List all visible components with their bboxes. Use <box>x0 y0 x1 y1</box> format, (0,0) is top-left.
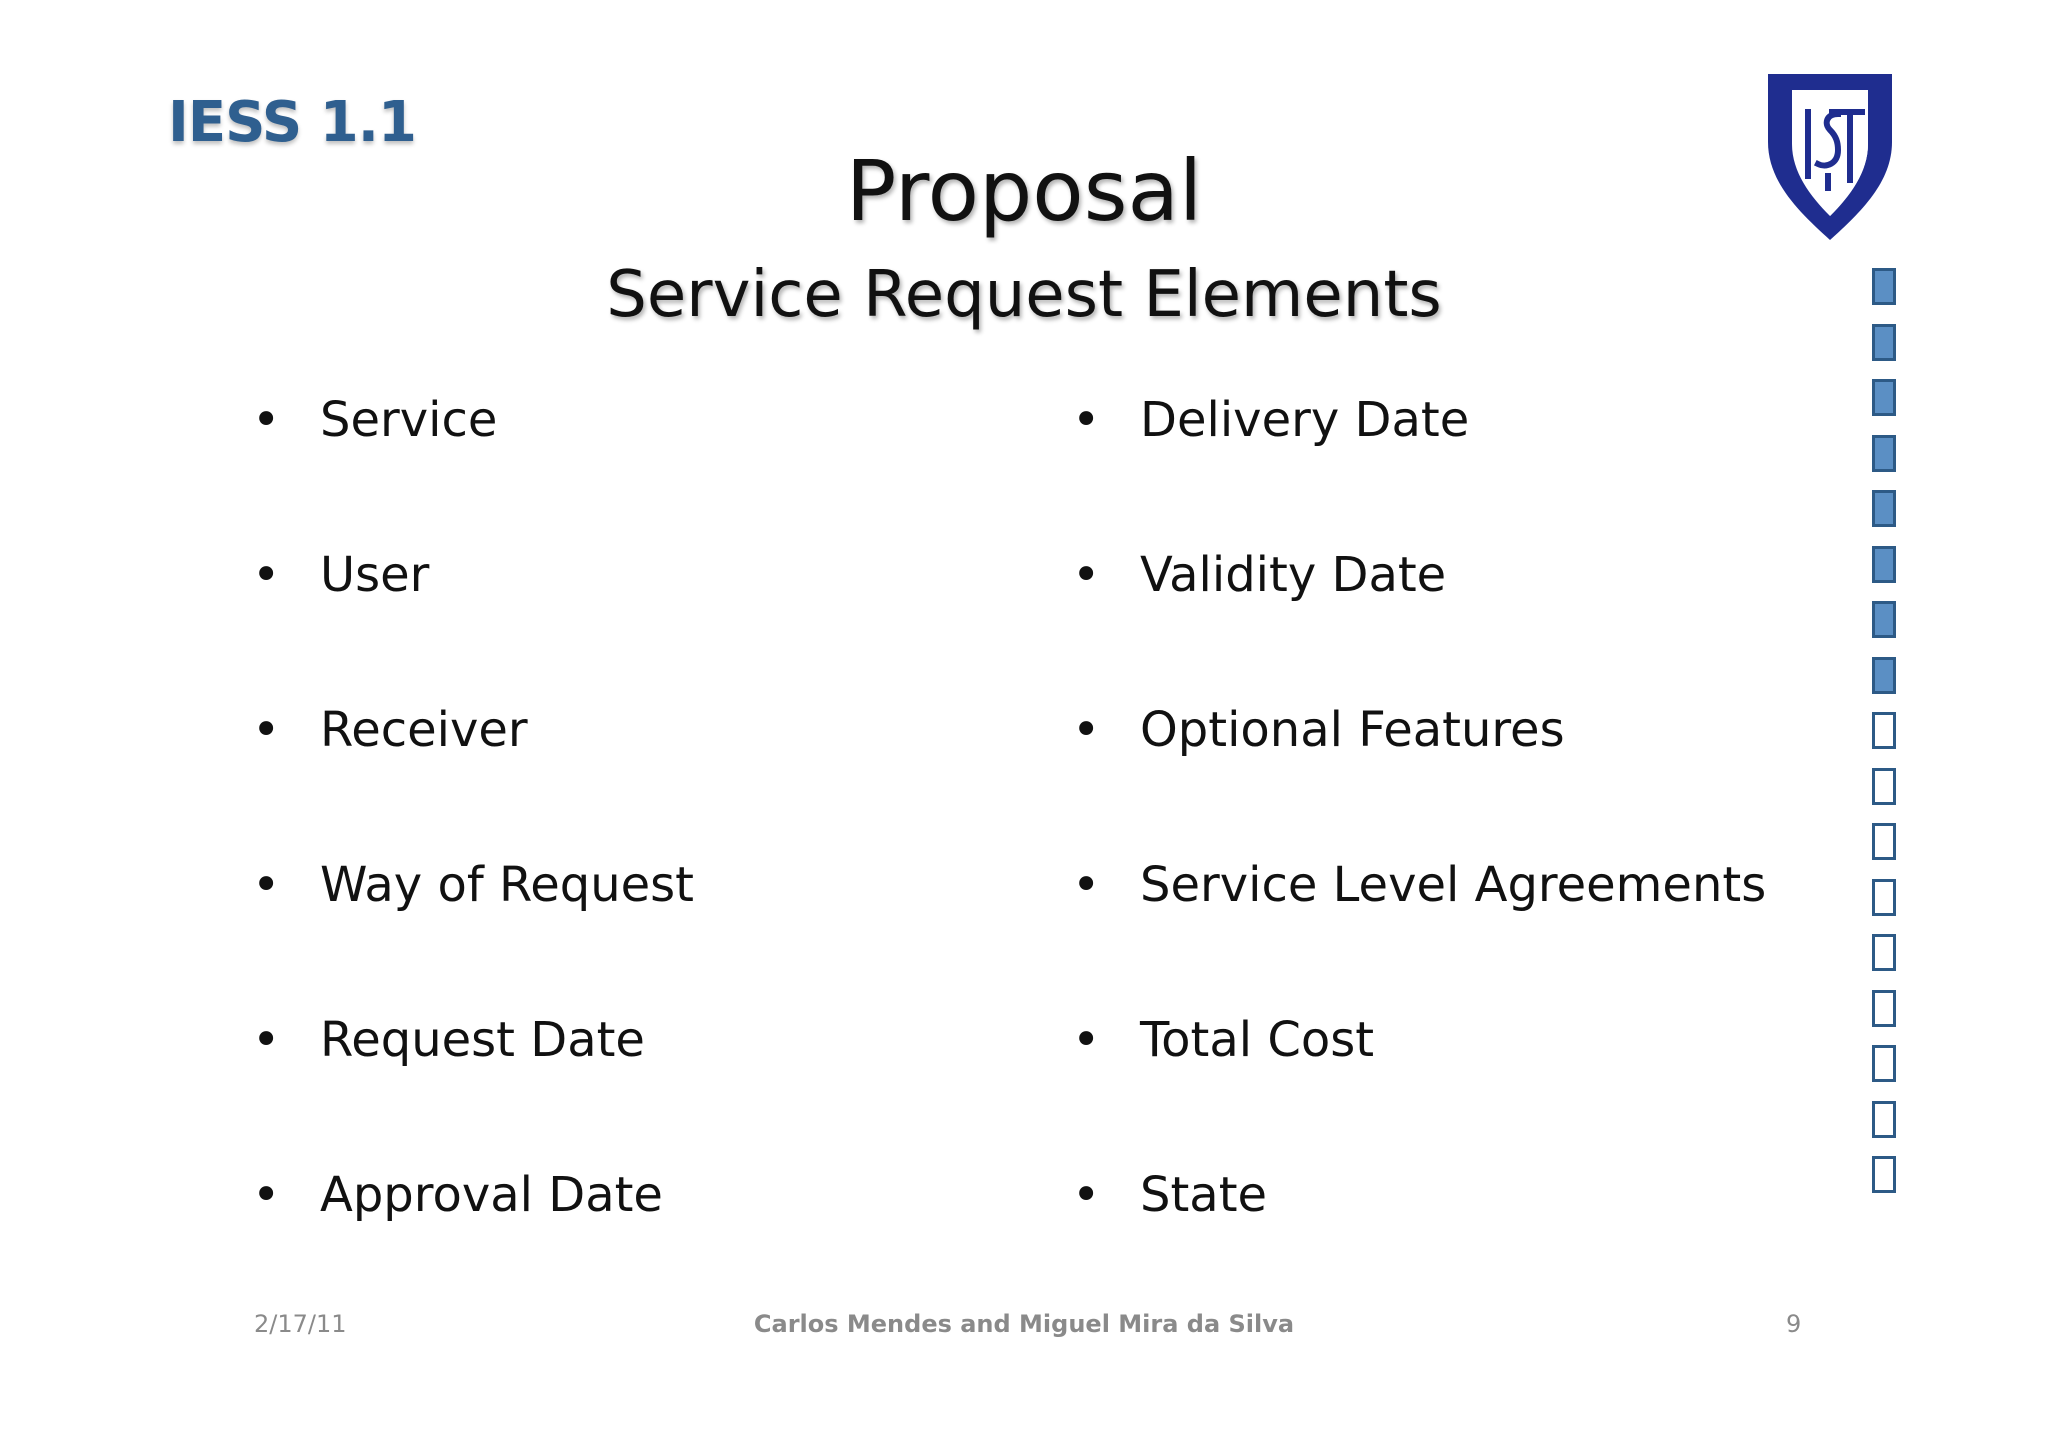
bullet-glyph: • <box>252 1012 281 1068</box>
list-item-text: Way of Request <box>320 857 694 913</box>
bullet-list-left <box>252 390 694 1320</box>
bullet-glyph: • <box>1072 1012 1101 1068</box>
list-item-text: Validity Date <box>1140 547 1447 603</box>
bullet-glyph: • <box>252 702 281 758</box>
progress-box-empty <box>1872 768 1896 805</box>
bullet-glyph: • <box>1072 1167 1101 1223</box>
list-item <box>1072 700 1766 855</box>
list-item-text: Total Cost <box>1140 1012 1375 1068</box>
list-item <box>252 1010 694 1165</box>
progress-box-empty <box>1872 712 1896 749</box>
progress-box-filled <box>1872 546 1896 583</box>
progress-box-empty <box>1872 823 1896 860</box>
bullet-list-right <box>1072 390 1766 1320</box>
slide-progress-indicator <box>1872 268 1904 1212</box>
progress-box-empty <box>1872 879 1896 916</box>
page-number: 9 <box>1786 1310 1802 1338</box>
footer-authors: Carlos Mendes and Miguel Mira da Silva <box>753 1310 1295 1338</box>
progress-box-empty <box>1872 1156 1896 1193</box>
list-item-text: Receiver <box>320 702 528 758</box>
slide-subtitle: Service Request Elements <box>606 258 1442 332</box>
bullet-glyph: • <box>252 857 281 913</box>
list-item-text: User <box>320 547 430 603</box>
progress-box-empty <box>1872 990 1896 1027</box>
bullet-glyph: • <box>1072 547 1101 603</box>
bullet-glyph: • <box>1072 857 1101 913</box>
list-item <box>252 700 694 855</box>
list-item-text: State <box>1140 1167 1268 1223</box>
progress-box-filled <box>1872 657 1896 694</box>
list-item <box>1072 1165 1766 1320</box>
progress-box-empty <box>1872 1045 1896 1082</box>
bullet-glyph: • <box>1072 702 1101 758</box>
bullet-glyph: • <box>1072 392 1101 448</box>
list-item <box>1072 1010 1766 1165</box>
bullet-glyph: • <box>252 547 281 603</box>
progress-box-empty <box>1872 934 1896 971</box>
list-item-text: Service Level Agreements <box>1140 857 1767 913</box>
progress-box-filled <box>1872 601 1896 638</box>
list-item-text: Optional Features <box>1140 702 1565 758</box>
list-item <box>252 545 694 700</box>
progress-box-filled <box>1872 268 1896 305</box>
progress-box-filled <box>1872 435 1896 472</box>
list-item <box>1072 545 1766 700</box>
bullet-glyph: • <box>252 1167 281 1223</box>
list-item-text: Service <box>320 392 498 448</box>
progress-box-filled <box>1872 324 1896 361</box>
slide-title: Proposal <box>845 142 1203 240</box>
progress-box-filled <box>1872 490 1896 527</box>
list-item <box>252 1165 694 1320</box>
conference-logo-text: IESS 1.1 <box>168 90 416 155</box>
list-item-text: Approval Date <box>320 1167 663 1223</box>
progress-box-filled <box>1872 379 1896 416</box>
list-item <box>1072 390 1766 545</box>
progress-box-empty <box>1872 1101 1896 1138</box>
list-item-text: Request Date <box>320 1012 645 1068</box>
footer-date: 2/17/11 <box>254 1310 347 1338</box>
list-item <box>252 855 694 1010</box>
bullet-glyph: • <box>252 392 281 448</box>
list-item-text: Delivery Date <box>1140 392 1470 448</box>
list-item <box>252 390 694 545</box>
list-item <box>1072 855 1766 1010</box>
